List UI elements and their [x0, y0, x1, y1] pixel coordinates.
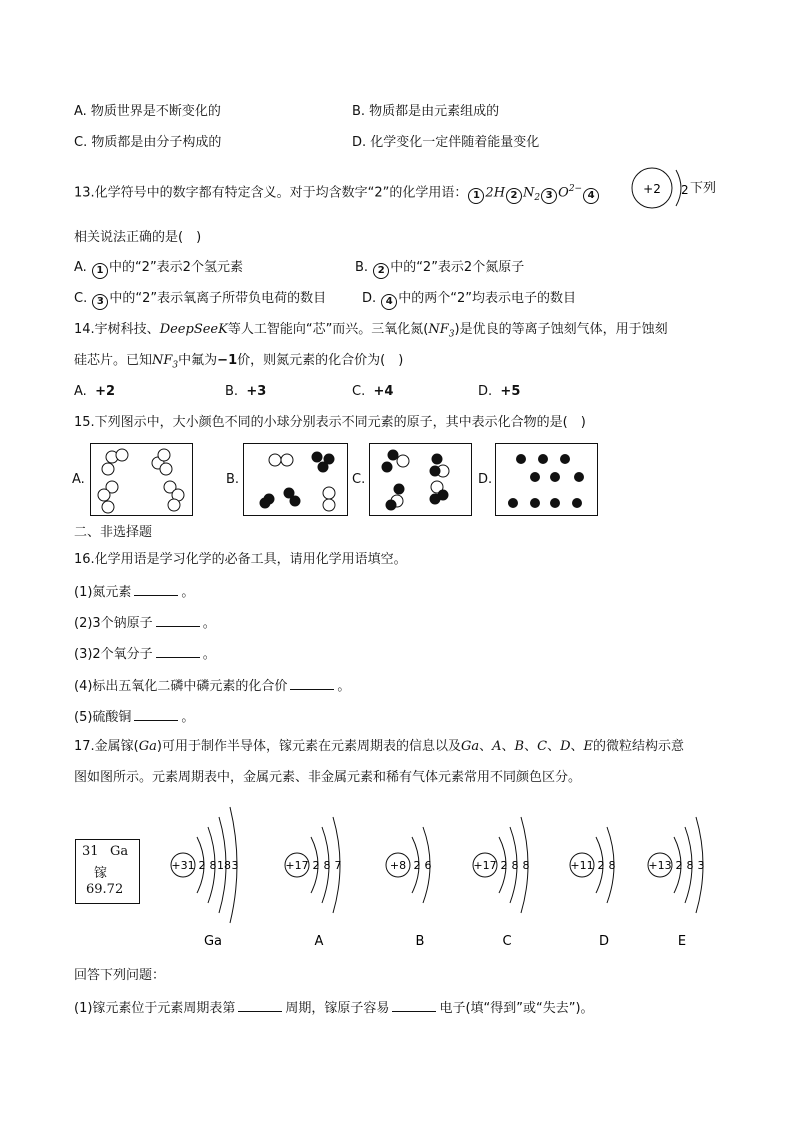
q17-stem: 17.金属镓(Ga)可用于制作半导体，镓元素在元素周期表的信息以及Ga、A、B、C、D、E的微粒结构示意	[74, 739, 685, 754]
section-heading: 二、非选择题	[74, 525, 153, 540]
nucleus-charge: +8	[389, 859, 407, 872]
q13-option-a: A. 1 中的“2”表示2个氢元素	[74, 260, 243, 279]
nucleus-charge: +13	[648, 859, 672, 872]
shell-electron-count: 2	[198, 859, 206, 872]
q13-stem-line2: 相关说法正确的是( )	[74, 230, 202, 245]
shell-electron-count: 2	[312, 859, 320, 872]
atomic-number: 31	[82, 844, 99, 859]
atom-diagram-e	[648, 817, 705, 949]
answer-blank[interactable]	[238, 999, 282, 1012]
q16-stem: 16.化学用语是学习化学的必备工具，请用化学用语填空。	[74, 552, 407, 567]
q15-stem: 15.下列图示中，大小颜色不同的小球分别表示不同元素的原子，其中表示化合物的是( )	[74, 415, 586, 430]
ion-shell-electrons: 2	[681, 183, 689, 197]
answer-blank[interactable]	[156, 614, 200, 627]
answer-blank[interactable]	[134, 583, 178, 596]
q16-item-1: (1)氮元素 。	[74, 585, 195, 600]
q13-option-b: B. 2 中的“2”表示2个氮原子	[355, 260, 524, 279]
q13-option-d: D. 4 中的两个“2”均表示电子的数目	[362, 291, 576, 310]
atom-label: C	[502, 934, 512, 949]
atom-diagram-ga	[171, 807, 239, 949]
atom-label: A	[314, 934, 324, 949]
q14-option-a: A. +2	[74, 384, 116, 399]
atom-label: B	[415, 934, 425, 949]
nucleus-charge: +17	[473, 859, 497, 872]
q15-label-c: C.	[352, 472, 366, 487]
atom-diagram-b	[386, 827, 432, 949]
q15-box-a	[90, 443, 194, 517]
shell-electron-count: 7	[334, 859, 342, 872]
q15-box-b	[243, 443, 349, 517]
shell-electron-count: 8	[522, 859, 530, 872]
nucleus-charge: +31	[171, 859, 195, 872]
answer-blank[interactable]	[290, 677, 334, 690]
q12-option-a: A. 物质世界是不断变化的	[74, 104, 221, 119]
q12-option-b: B. 物质都是由元素组成的	[352, 104, 500, 119]
periodic-table-cell	[75, 839, 140, 904]
atom-label: D	[598, 934, 610, 949]
shell-electron-count: 2	[675, 859, 683, 872]
atom-label: E	[677, 934, 687, 949]
q16-item-5: (5)硫酸铜 。	[74, 710, 195, 725]
q12-option-d: D. 化学变化一定伴随着能量变化	[352, 135, 540, 150]
nucleus-charge: +11	[570, 859, 594, 872]
q14-option-d: D. +5	[478, 384, 521, 399]
shell-electron-count: 2	[413, 859, 421, 872]
shell-electron-count: 8	[323, 859, 331, 872]
shell-electron-count: 3	[697, 859, 705, 872]
q13-stem-tail: 下列	[690, 181, 717, 196]
shell-electron-count: 3	[231, 859, 239, 872]
shell-electron-count: 2	[597, 859, 605, 872]
q16-item-4: (4)标出五氧化二磷中磷元素的化合价 。	[74, 679, 351, 694]
q15-box-c	[369, 443, 473, 517]
shell-electron-count: 2	[500, 859, 508, 872]
shell-electron-count: 6	[424, 859, 432, 872]
shell-electron-count: 8	[511, 859, 519, 872]
answer-blank[interactable]	[392, 999, 436, 1012]
q14-option-c: C. +4	[352, 384, 394, 399]
q13-option-c: C. 3 中的“2”表示氧离子所带负电荷的数目	[74, 291, 326, 310]
atom-diagram-d	[570, 827, 616, 949]
shell-electron-count: 18	[217, 859, 231, 872]
answer-blank[interactable]	[156, 645, 200, 658]
shell-electron-count: 8	[209, 859, 217, 872]
q13-stem: 13.化学符号中的数字都有特定含义。对于均含数字“2”的化学用语： 1 2H 2 $N_2$ 3 $O^{2-}4$	[74, 181, 600, 206]
shell-electron-count: 8	[608, 859, 616, 872]
atomic-mass: 69.72	[86, 882, 124, 897]
q16-item-2: (2)3个钠原子 。	[74, 616, 216, 631]
q17-stem-line2: 图如图所示。元素周期表中，金属元素、非金属元素和稀有气体元素常用不同颜色区分。	[74, 770, 582, 785]
q15-label-a: A.	[72, 472, 85, 487]
nucleus-charge: +17	[285, 859, 309, 872]
q14-stem-line2: 硅芯片。已知$NF_3$中氟为−1价，则氮元素的化合价为( )	[74, 353, 404, 371]
q12-option-c: C. 物质都是由分子构成的	[74, 135, 222, 150]
q15-label-b: B.	[226, 472, 240, 487]
atom-diagram-c	[473, 817, 530, 949]
answer-blank[interactable]	[134, 708, 178, 721]
atomic-structure-diagrams	[160, 800, 720, 960]
q15-label-d: D.	[478, 472, 493, 487]
q14-option-b: B. +3	[225, 384, 267, 399]
q16-item-3: (3)2个氧分子 。	[74, 647, 216, 662]
shell-electron-count: 8	[686, 859, 694, 872]
q14-stem: 14.宇树科技、DeepSeeK等人工智能向“芯”而兴。三氧化氮$(NF_3)$是优良的等离子蚀刻气体，用于蚀刻	[74, 322, 668, 340]
q17-sub1: (1)镓元素位于元素周期表第 周期，镓原子容易 电子(填“得到”或“失去”)。	[74, 1001, 594, 1016]
q15-box-d	[495, 443, 599, 517]
atom-label: Ga	[203, 934, 223, 949]
ion-nucleus: +2	[643, 182, 661, 196]
element-name: 镓	[94, 866, 108, 881]
ion-structure-diagram	[628, 166, 698, 214]
atom-diagram-a	[285, 817, 342, 949]
element-symbol: Ga	[110, 844, 129, 859]
q17-answer-intro: 回答下列问题：	[74, 968, 166, 983]
